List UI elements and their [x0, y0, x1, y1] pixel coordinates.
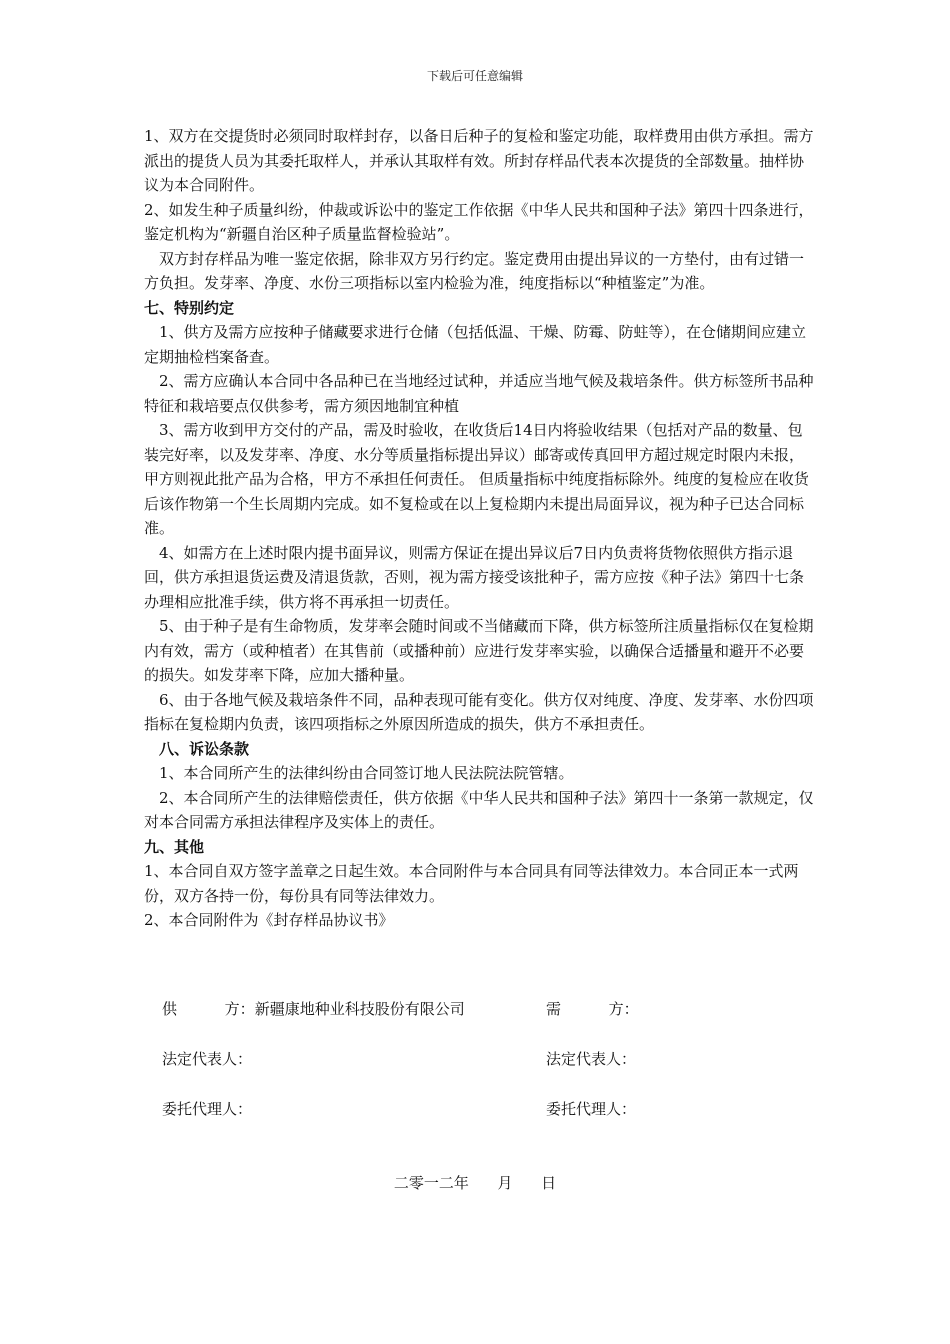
- clause-paragraph: 6、由于各地气候及栽培条件不同，品种表现可能有变化。供方仅对纯度、净度、发芽率、水份四项指标在复检期内负责，该四项指标之外原因所造成的损失，供方不承担责任。: [144, 690, 814, 733]
- page-header: 下载后可任意编辑: [426, 69, 523, 83]
- section-heading-other: 九、其他: [144, 837, 205, 856]
- clause-paragraph: 双方封存样品为唯一鉴定依据，除非双方另行约定。鉴定费用由提出异议的一方垫付，由有过错一方负担。发芽率、净度、水份三项指标以室内检验为准，纯度指标以“种植鉴定”为准。: [144, 249, 805, 292]
- clause-paragraph: 2、需方应确认本合同中各品种已在当地经过试种，并适应当地气候及栽培条件。供方标签所书品种特征和栽培要点仅供参考，需方须因地制宜种植: [144, 372, 814, 415]
- section-heading-special-terms: 七、特别约定: [144, 298, 235, 317]
- clause-paragraph: 1、本合同所产生的法律纠纷由合同签订地人民法院法院管辖。: [159, 764, 574, 782]
- buyer-label: 需 方：: [546, 1000, 639, 1018]
- clause-paragraph: 1、供方及需方应按种子储藏要求进行仓储（包括低温、干燥、防霉、防蛀等），在仓储期间应建立定期抽检档案备查。: [144, 323, 807, 366]
- contract-body: [144, 124, 816, 933]
- clause-paragraph: 2、本合同附件为《封存样品协议书》: [144, 911, 394, 929]
- supplier-line: [162, 998, 465, 1019]
- agent-left: 委托代理人：: [162, 1100, 253, 1118]
- clause-paragraph: 1、本合同自双方签字盖章之日起生效。本合同附件与本合同具有同等法律效力。本合同正本一式两份，双方各持一份，每份具有同等法律效力。: [144, 862, 799, 905]
- clause-paragraph: 2、本合同所产生的法律赔偿责任，供方依据《中华人民共和国种子法》第四十一条第一款规定，仅对本合同需方承担法律程序及实体上的责任。: [144, 788, 814, 831]
- legal-rep-left: 法定代表人：: [162, 1050, 253, 1068]
- clause-paragraph: 3、需方收到甲方交付的产品，需及时验收，在收货后14日内将验收结果（包括对产品的数量、包装完好率，以及发芽率、净度、水分等质量指标提出异议）邮寄或传真回甲方超过规定时限内未报，甲方则视此批产品为合格，甲方不承担任何责任。 但质量指标中纯度指标除外。纯度的复检应在收货后该作物第一个生长周期内完成。如不复检或在以上复检期内未提出局面异议，视为种子已达合同标准。: [144, 421, 809, 537]
- contract-date: 二零一二年 月 日: [393, 1174, 557, 1192]
- supplier-label: 供 方：: [162, 1000, 255, 1018]
- agent-right: 委托代理人：: [546, 1100, 637, 1118]
- clause-paragraph: 4、如需方在上述时限内提书面异议，则需方保证在提出异议后7日内负责将货物依照供方指示退回，供方承担退货运费及清退货款，否则，视为需方接受该批种子，需方应按《种子法》第四十七条办理相应批准手续，供方将不再承担一切责任。: [144, 543, 805, 611]
- clause-paragraph: 2、如发生种子质量纠纷，仲裁或诉讼中的鉴定工作依据《中华人民共和国种子法》第四十四条进行，鉴定机构为“新疆自治区种子质量监督检验站”。: [144, 200, 814, 243]
- clause-paragraph: 5、由于种子是有生命物质，发芽率会随时间或不当储藏而下降，供方标签所注质量指标仅在复检期内有效，需方（或种植者）在其售前（或播种前）应进行发芽率实验，以确保合适播量和避开不必要的损失。如发芽率下降，应加大播种量。: [144, 617, 814, 684]
- clause-paragraph: 1、双方在交提货时必须同时取样封存，以备日后种子的复检和鉴定功能，取样费用由供方承担。需方派出的提货人员为其委托取样人，并承认其取样有效。所封存样品代表本次提货的全部数量。抽样协议为本合同附件。: [144, 127, 814, 194]
- supplier-name: 新疆康地种业科技股份有限公司: [254, 1000, 465, 1018]
- section-heading-litigation: 八、诉讼条款: [159, 739, 250, 758]
- legal-rep-right: 法定代表人：: [546, 1050, 637, 1068]
